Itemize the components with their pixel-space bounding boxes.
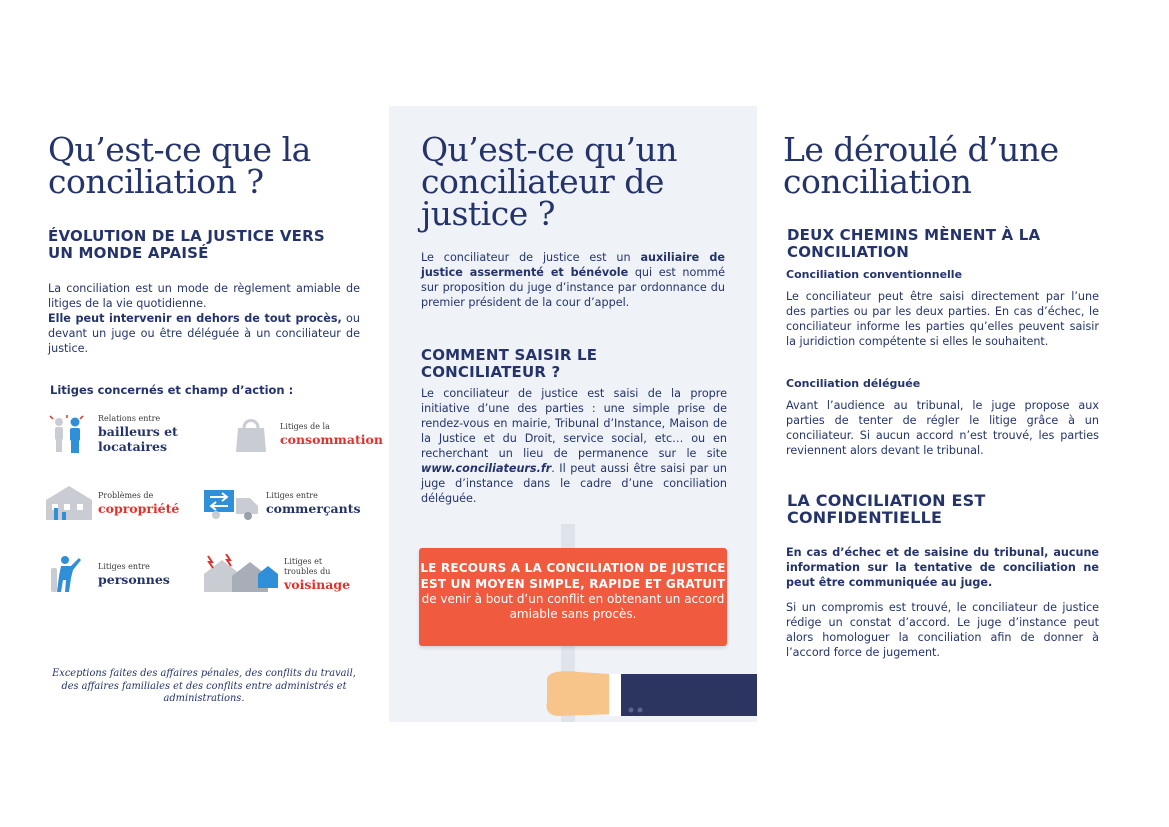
col2-para2 xyxy=(421,386,727,506)
litige-pre: Litiges entre xyxy=(98,561,150,571)
col1-para1-text: La conciliation est un mode de règlement amiable de litiges de la vie quotidienne. xyxy=(48,282,360,310)
col2-para2-a: Le conciliateur de justice est saisi de la propre initiative d’une des parties : une simple prise de rendez-vous en mairie, Tribunal d’Instance, Maison de la Justice et du Droit, service social, etc… ou en recherchant un lieu de permanence sur le site xyxy=(421,387,727,460)
col2-para1-a: Le conciliateur de justice est un xyxy=(421,251,641,264)
conv-heading: Conciliation conventionnelle xyxy=(786,268,963,281)
litige-main: bailleurs et locataires xyxy=(98,424,178,454)
col1-para2-bold: Elle peut intervenir en dehors de tout procès, xyxy=(48,312,342,325)
col3-subtitle2: LA CONCILIATION EST CONFIDENTIELLE xyxy=(787,491,986,527)
litige-pre: Litiges entre xyxy=(266,490,318,500)
truck-icon xyxy=(202,483,262,523)
col1-para2-rest: ou devant un juge ou être déléguée à un conciliateur de justice. xyxy=(48,312,360,355)
litige-commercants xyxy=(202,483,361,523)
callout-banner xyxy=(419,548,727,646)
litige-main: commerçants xyxy=(266,500,361,516)
litige-bailleurs xyxy=(44,414,178,454)
houses-icon xyxy=(202,554,278,594)
litige-personnes xyxy=(44,554,170,594)
litige-pre: Relations entre xyxy=(98,414,161,423)
building-icon xyxy=(44,483,94,523)
conv-para: Le conciliateur peut être saisi directement par l’une des parties ou par les deux parties. En cas d’échec, le conciliateur informe les parties qu’elles peuvent saisir la juridiction compétente si elles le souhaitent. xyxy=(786,290,1099,348)
litige-pre: Problèmes de xyxy=(98,490,154,500)
litige-main: personnes xyxy=(98,571,170,587)
col2-title: Qu’est-ce qu’un conciliateur de justice ? xyxy=(421,130,678,233)
shopping-bag-icon xyxy=(226,414,276,454)
col2-para1-bold: auxiliaire de justice assermenté et bénévole xyxy=(421,251,725,279)
hand-icon xyxy=(539,666,757,722)
column-conciliateur xyxy=(389,106,757,722)
callout-bold: LE RECOURS A LA CONCILIATION DE JUSTICE EST UN MOYEN SIMPLE, RAPIDE ET GRATUIT xyxy=(420,561,726,591)
del-heading: Conciliation déléguée xyxy=(786,377,921,390)
col1-para1 xyxy=(48,281,360,356)
people-icon xyxy=(44,414,94,454)
litige-voisinage xyxy=(202,554,350,594)
litige-copropriete xyxy=(44,483,179,523)
col2-subtitle: COMMENT SAISIR LE CONCILIATEUR ? xyxy=(421,346,598,381)
callout-normal: de venir à bout d’un conflit en obtenant un accord amiable sans procès. xyxy=(421,592,725,621)
col1-subtitle: ÉVOLUTION DE LA JUSTICE VERS UN MONDE APAISÉ xyxy=(48,227,325,262)
website-link[interactable]: www.conciliateurs.fr xyxy=(421,462,552,475)
col3-subtitle1: DEUX CHEMINS MÈNENT À LA CONCILIATION xyxy=(787,226,1041,261)
footnote: Exceptions faites des affaires pénales, des conflits du travail, des affaires familiales et des conflits entre administrés et administrations. xyxy=(52,668,356,704)
col3-title: Le déroulé d’une conciliation xyxy=(783,130,1059,201)
del-para: Avant l’audience au tribunal, le juge propose aux parties de tenter de régler le litige grâce à un conciliateur. Si aucun accord n’est trouvé, les parties reviennent alors devant le tribunal. xyxy=(786,399,1099,457)
last-para: Si un compromis est trouvé, le conciliateur de justice rédige un constat d’accord. Le juge d’instance peut alors homologuer la conciliation afin de donner à l’accord force de jugement. xyxy=(786,601,1099,659)
litige-main: voisinage xyxy=(284,576,351,592)
litige-main: consommation xyxy=(280,431,383,447)
col1-title: Qu’est-ce que la conciliation ? xyxy=(48,130,311,201)
col2-para2-b: . Il peut aussi être saisi par un juge d’instance dans le cadre d’une conciliation déléguée. xyxy=(421,462,727,505)
col2-para1 xyxy=(421,250,725,310)
conf-para: En cas d’échec et de saisine du tribunal, aucune information sur la tentative de conciliation ne peut être communiquée au juge. xyxy=(786,546,1099,589)
col2-para1-b: qui est nommé sur proposition du juge d’instance par ordonnance du premier président de la cour d’appel. xyxy=(421,266,725,309)
litige-pre: Litiges de la xyxy=(280,421,330,431)
person-icon xyxy=(44,554,94,594)
litige-pre: Litiges et troubles du xyxy=(284,556,331,576)
litige-consommation xyxy=(226,414,383,454)
litiges-heading: Litiges concernés et champ d’action : xyxy=(50,383,294,397)
litige-main: copropriété xyxy=(98,500,180,516)
